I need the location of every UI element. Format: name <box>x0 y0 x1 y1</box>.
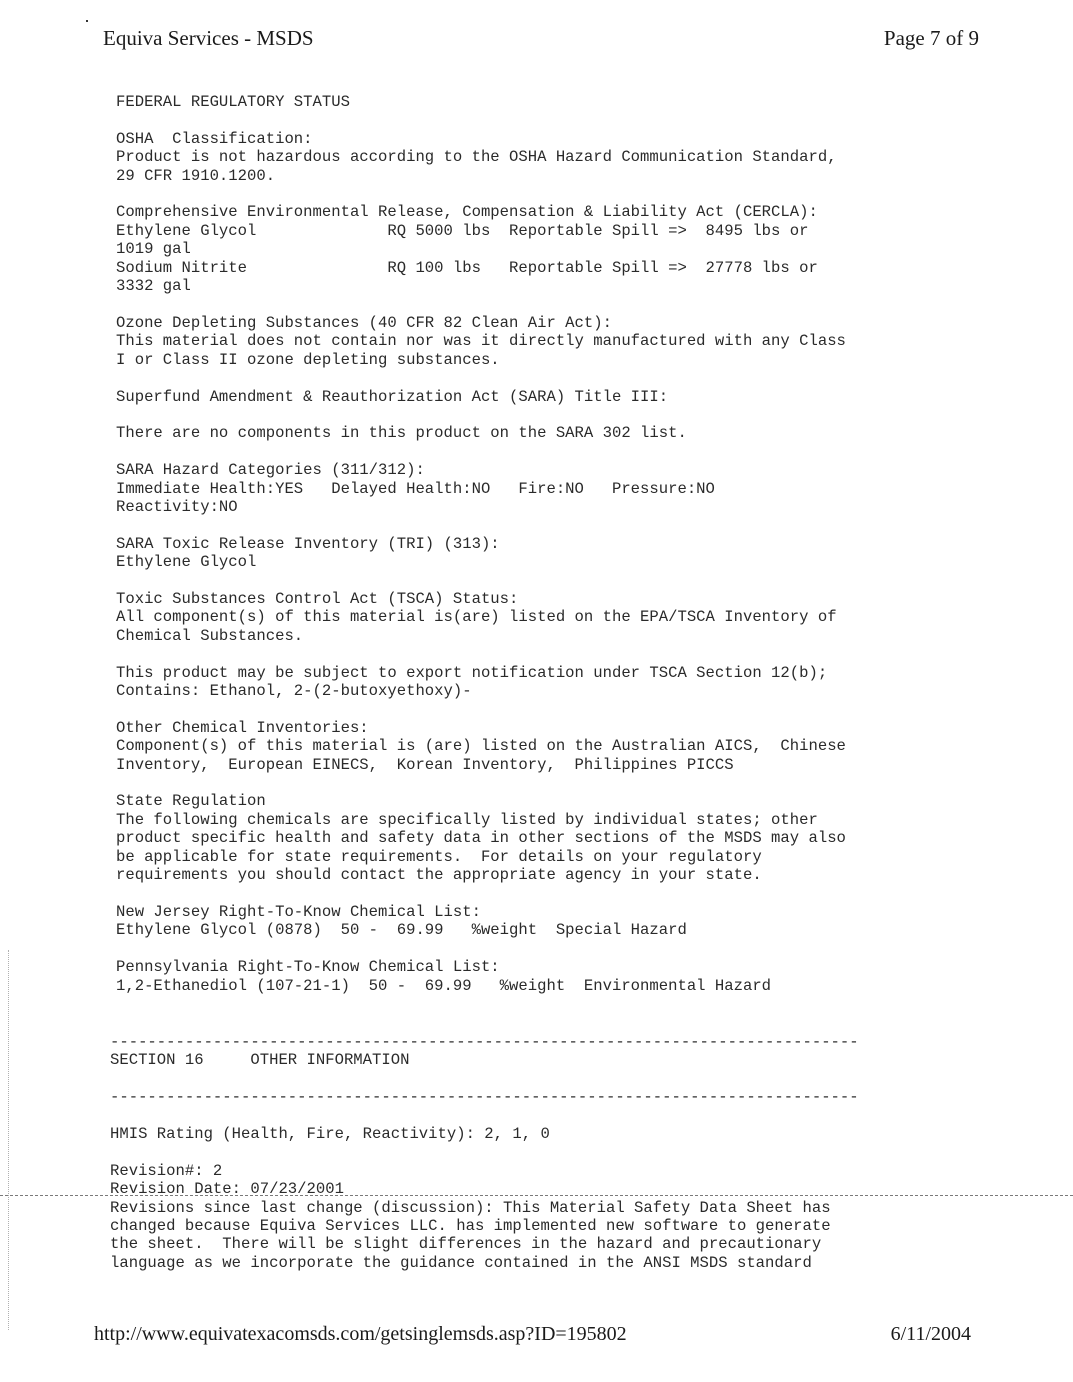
header-title: Equiva Services - MSDS <box>103 26 314 50</box>
federal-regulatory-text: FEDERAL REGULATORY STATUS OSHA Classification: Product is not hazardous according to the OSHA Hazard Communication Standard, 29 CFR 1910.1200. Comprehensive Environmental Release, Compensation & Liability Act (CERCLA): Ethylene Glycol RQ 5000 lbs Reportable Spill => 8495 lbs or 1019 gal Sodium Nitrite RQ 100 lbs Reportable Spill => 27778 lbs or 3332 gal Ozone Depleting Substances (40 CFR 82 Clean Air Act): This material does not contain nor was it directly manufactured with any Class I or Class II ozone depleting substances. Superfund Amendment & Reauthorization Act (SARA) Title III: There are no components in this product on the SARA 302 list. SARA Hazard Categories (311/312): Immediate Health:YES Delayed Health:NO Fire:NO Pressure:NO Reactivity:NO SARA Toxic Release Inventory (TRI) (313): Ethylene Glycol Toxic Substances Control Act (TSCA) Status: All component(s) of this material is(are) listed on the EPA/TSCA Inventory of Chemical Substances. This product may be subject to export notification under TSCA Section 12(b); Contains: Ethanol, 2-(2-butoxyethoxy)- Other Chemical Inventories: Component(s) of this material is (are) listed on the Australian AICS, Chinese Inventory, European EINECS, Korean Inventory, Philippines PICCS State Regulation The following chemicals are specifically listed by individual states; other product specific health and safety data in other sections of the MSDS may also be applicable for state requirements. For details on your regulatory requirements you should contact the appropriate agency in your state. New Jersey Right-To-Know Chemical List: Ethylene Glycol (0878) 50 - 69.99 %weight Special Hazard Pennsylvania Right-To-Know Chemical List: 1,2-Ethanediol (107-21-1) 50 - 69.99 %weight Environmental Hazard <box>116 93 846 995</box>
scan-edge-line <box>8 950 9 1330</box>
page-number: Page 7 of 9 <box>883 26 979 50</box>
section16-text: -------------------------------------------------------------------------------- SECTION 16 OTHER INFORMATION -------------------------------------------------------------------------------- HMIS Rating (Health, Fire, Reactivity): 2, 1, 0 Revision#: 2 Revision Date: 07/23/2001 Revisions since last change (discussion): This Material Safety Data Sheet has changed because Equiva Services LLC. has implemented new software to generate the sheet. There will be slight differences in the hazard and precautionary language as we incorporate the guidance contained in the ANSI MSDS standard <box>110 1033 859 1272</box>
footer-date: 6/11/2004 <box>890 1323 971 1345</box>
scan-speck <box>86 20 88 22</box>
scan-fold-line <box>0 1195 1073 1196</box>
footer-url: http://www.equivatexacomsds.com/getsinglemsds.asp?ID=195802 <box>94 1323 627 1345</box>
